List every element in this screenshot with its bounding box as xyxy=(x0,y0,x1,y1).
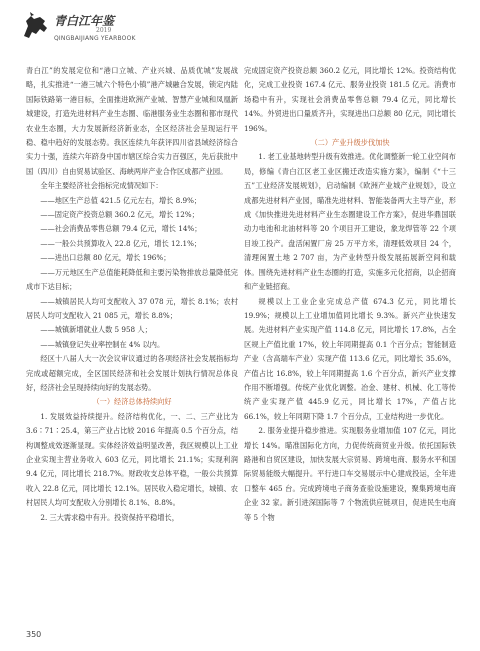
body-paragraph: ——地区生产总值 421.5 亿元左右，增长 8.9%； xyxy=(40,195,202,205)
yearbook-title: 青白江年鉴 xyxy=(54,14,115,28)
yearbook-year: 2019 xyxy=(96,27,112,34)
body-paragraph: ——万元地区生产总值能耗降低和主要污染物排放总量降低完成市下达目标； xyxy=(26,267,238,292)
body-paragraph: ——城镇登记失业率控制在 4% 以内。 xyxy=(40,339,165,349)
body-paragraph: 规模以上工业企业完成总产值 674.3 亿元，同比增长 19.9%；规模以上工业增加值同比增长 9.3%。新兴产业快速发展。先进材料产业实现产值 114.8 亿元，同比增长 17.8%，占全区规上产值比重 17%，较上年同期提高 0.1 个百分点；智能制造产业（含高端车产业）实现产值 113.6 亿元，同比增长 35.6%，产值占比 16.8%，较上年同期提高 1.6 个百分点，新兴产业支撑作用不断增强。传统产业优化调整。冶金、建材、机械、化工等传统产业实现产值 445.9 亿元，同比增长 17%，产值占比 66.1%，较上年同期下降 1.7 个百分点，工业结构进一步优化。 xyxy=(244,296,456,421)
body-paragraph: 青白江”的发展定位和“港口立城、产业兴城、品质优城”发展战略，扎实推进“一港三城六个特色小镇”港产城融合发展，锁定内陆国际铁路第一港目标，全面推进欧洲产业城、智慧产业城和凤凰新城建设，打造先进材料产业生态圈、临港服务业生态圈和都市现代农业生态圈，大力发展新经济新业态，全区经济社会呈现运行平稳、稳中趋好的发展态势。我区连续九年获评四川省县域经济综合实力十强，连续六年跻身中国市辖区综合实力百强区，先后获批中国（四川）自由贸易试验区、海峡两岸产业合作区成都产业园。 xyxy=(26,66,238,176)
body-paragraph: ——固定资产投资总额 360.2 亿元，增长 12%； xyxy=(40,210,199,220)
page-number: 350 xyxy=(26,630,42,639)
body-paragraph: ——一般公共预算收入 22.8 亿元，增长 12.1%； xyxy=(40,238,202,248)
body-paragraph: ——城镇居民人均可支配收入 37 078 元，增长 8.1%；农村居民人均可支配收入 21 085 元，增长 8.8%； xyxy=(26,296,238,320)
body-paragraph: 经区十八届人大一次会议审议通过的各项经济社会发展指标均完成或超额完成，全区国民经济和社会发展计划执行情况总体良好，经济社会呈现持续向好的发展态势。 xyxy=(26,354,238,392)
body-paragraph: ——城镇新增就业人数 5 958 人； xyxy=(40,325,152,335)
horse-logo-icon xyxy=(20,10,52,42)
section-heading: （二）产业升级步伐加快 xyxy=(310,138,390,148)
body-paragraph: 完成固定资产投资总额 360.2 亿元，同比增长 12%。投资结构优化，完成工业投资 167.4 亿元、服务业投资 181.5 亿元。消费市场稳中有升，实现社会消费品零售总额 79.4 亿元，同比增长 14%。外贸进出口量质齐升，实现进出口总额 80 亿元，同比增长 196%。 xyxy=(244,66,456,133)
left-text-column xyxy=(26,64,238,525)
body-paragraph: ——社会消费品零售总额 79.4 亿元，增长 14%； xyxy=(40,224,202,234)
body-paragraph: 全年主要经济社会指标完成情况如下： xyxy=(40,181,163,191)
yearbook-english-title: QINGBAIJIANG YEARBOOK xyxy=(54,35,136,42)
yearbook-header xyxy=(20,8,180,48)
body-paragraph: ——进出口总额 80 亿元，增长 196%； xyxy=(40,253,171,263)
body-paragraph: 2. 服务业提升稳步推进。实现服务业增加值 107 亿元，同比增长 14%。瞄准国际化方向，力促传统商贸业升级。依托国际铁路港和自贸区建设，加快发展大宗贸易、跨境电商、服务水平和国际贸易能级大幅提升。平行进口车交易展示中心建成投运，全年进口整车 465 台。完成跨境电子商务查验设施建设，聚集跨境电商企业 32 家。新引进深国际等 7 个物流供应链项目，促进民生电商等 5 个物 xyxy=(244,426,456,522)
right-text-column xyxy=(244,64,456,525)
body-paragraph: 2. 三大需求稳中有升。投资保持平稳增长， xyxy=(40,512,179,522)
body-paragraph: 1. 发展效益持续提升。经济结构优化，一、二、三产业比为 3.6∶71∶25.4，第三产业占比较 2016 年提高 0.5 个百分点，结构调整成效逐渐显现。实体经济效益明显改善，我区规模以上工业企业实现主营业务收入 603 亿元，同比增长 21.1%；实现利润 9.4 亿元，同比增长 218.7%。财政收支总体平稳，一般公共预算收入 22.8 亿元，同比增长 12.1%。居民收入稳定增长，城镇、农村居民人均可支配收入分别增长 8.1%、8.8%。 xyxy=(26,411,239,508)
body-paragraph: 1. 老工业基地转型升级有效推进。优化调整新一轮工业空间布局，修编《青白江区老工业区搬迁改造实施方案》，编制《“十三五”工业经济发展规划》，启动编制《欧洲产业城产业规划》，设立成都先进材料产业园，瞄准先进材料、智能装备两大主导产业，形成《加快推进先进材料产业生态圈建设工作方案》，促进华鼎国联动力电池和北油材料等 20 个项目开工建设，象龙焊管等 22 个项目竣工投产。盘活闲置厂房 25 万平方米，清理低效项目 24 个，清理闲置土地 2 707 亩，为产业转型升级发展拓展新空间和载体。围绕先进材料产业生态圈的打造，实施多元化招商，以企招商和产业链招商。 xyxy=(244,152,456,292)
section-heading: （一）经济总体持续向好 xyxy=(92,397,172,407)
